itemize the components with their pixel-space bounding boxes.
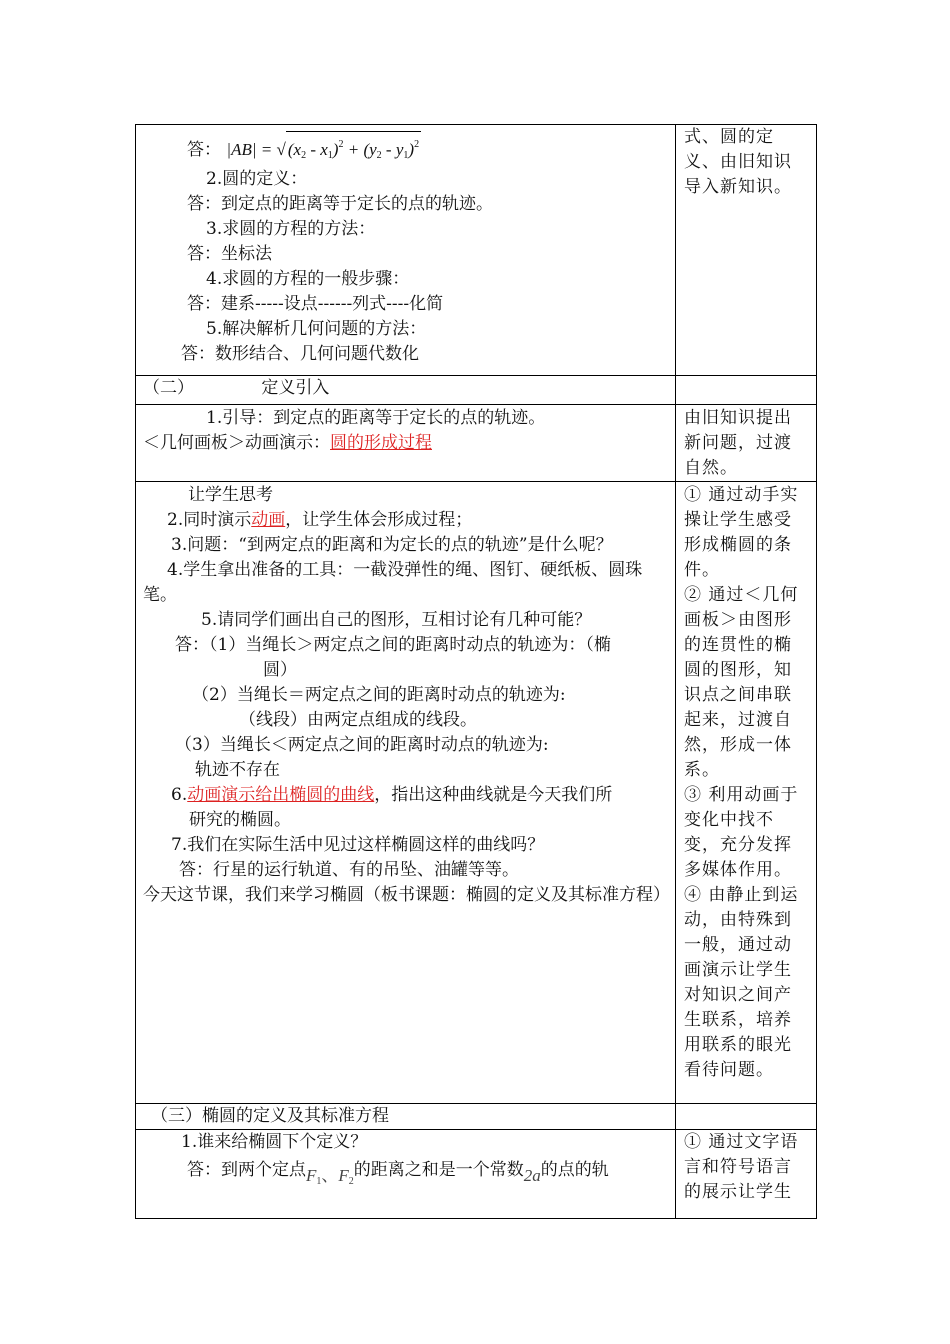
answer-2-cont: （线段）由两定点组成的线段。 — [239, 710, 477, 730]
step-2: 2.同时演示动画，让学生体会形成过程； — [167, 510, 473, 530]
note-1: ① 通过动手实操让学生感受形成椭圆的条件。 — [684, 485, 799, 580]
demo-prefix: ＜几何画板＞动画演示： — [143, 433, 330, 453]
intro-text: 1.引导：到定点的距离等于定长的点的轨迹。 — [206, 408, 546, 428]
answer-7: 答：行星的运行轨道、有的吊坠、油罐等等。 — [179, 860, 519, 880]
item-4-answer: 答：建系-----设点------列式----化简 — [187, 294, 444, 314]
answer-1-cont: 圆） — [263, 660, 297, 680]
definition-note-cell — [676, 1130, 817, 1219]
answer-1: 答：（1）当绳长＞两定点之间的距离时动点的轨迹为：（椭 — [175, 635, 611, 655]
distance-formula: |AB| = √ $(x_2 - x_1)^2 + (y_2 - y_1)^2$ — [226, 140, 421, 159]
note-3: ③ 利用动画于变化中找不变，充分发挥多媒体作用。 — [684, 785, 799, 880]
review-row — [136, 125, 817, 376]
empty-cell-2 — [676, 1104, 817, 1130]
intro-cell — [136, 405, 676, 482]
item-2-question: 2.圆的定义： — [206, 169, 308, 189]
section-2-number: （二） — [143, 378, 194, 398]
exploration-notes-cell — [676, 482, 817, 1104]
note-4: ④ 由静止到运动，由特殊到一般，通过动画演示让学生对知识之间产生联系，培养用联系的眼光看待问题。 — [684, 885, 799, 1080]
item-4-question: 4.求圆的方程的一般步骤： — [206, 269, 410, 289]
definition-row — [136, 1130, 817, 1219]
item-5-answer: 答：数形结合、几何问题代数化 — [181, 344, 419, 364]
review-note: 式、圆的定义、由旧知识导入新知识。 — [684, 127, 792, 197]
section-2-heading-row — [136, 376, 817, 405]
circle-formation-link[interactable]: 圆的形成过程 — [330, 433, 432, 453]
demo-line — [143, 431, 668, 456]
definition-answer: 答：到两个定点$F_1$、$F_2$的距离之和是一个常数2a的点的轨 — [187, 1160, 609, 1187]
item-3-question: 3.求圆的方程的方法： — [206, 219, 376, 239]
answer-3-cont: 轨迹不存在 — [195, 760, 280, 780]
item-5-question: 5.解决解析几何问题的方法： — [206, 319, 427, 339]
section-3-heading-cell — [136, 1104, 676, 1130]
empty-cell — [676, 376, 817, 405]
section-3-title: （三）椭圆的定义及其标准方程 — [151, 1106, 389, 1126]
step-6-cont: 研究的椭圆。 — [189, 810, 291, 830]
distance-formula-line — [143, 131, 668, 167]
answer-2: （2）当绳长＝两定点之间的距离时动点的轨迹为: — [192, 685, 566, 705]
section-3-heading-row — [136, 1104, 817, 1130]
exploration-row — [136, 482, 817, 1104]
step-6: 6.动画演示给出椭圆的曲线，指出这种曲线就是今天我们所 — [171, 785, 613, 805]
note-2: ② 通过＜几何画板＞由图形的连贯性的椭圆的图形，知识点之间串联起来，过渡自然，形成一体系。 — [684, 585, 799, 780]
item-3-answer: 答：坐标法 — [187, 244, 272, 264]
section-2-title: 定义引入 — [261, 378, 330, 398]
step-4: 4.学生拿出准备的工具：一截没弹性的绳、图钉、硬纸板、圆珠笔。 — [143, 560, 643, 605]
intro-note-cell — [676, 405, 817, 482]
lesson-topic: 今天这节课，我们来学习椭圆（板书课题：椭圆的定义及其标准方程） — [143, 885, 670, 905]
answer-label: 答： — [187, 140, 221, 160]
lesson-plan-table — [135, 124, 817, 1219]
step-3: 3.问题：“到两定点的距离和为定长的点的轨迹”是什么呢？ — [171, 535, 613, 555]
animation-link[interactable]: 动画 — [251, 510, 286, 530]
step-7: 7.我们在实际生活中见过这样椭圆这样的曲线吗？ — [171, 835, 545, 855]
exploration-cell — [136, 482, 676, 1104]
intro-note: 由旧知识提出新问题，过渡自然。 — [684, 408, 792, 478]
ellipse-animation-link[interactable]: 动画演示给出椭圆的曲线 — [187, 785, 375, 805]
item-2-answer: 答：到定点的距离等于定长的点的轨迹。 — [187, 194, 493, 214]
step-5: 5.请同学们画出自己的图形，互相讨论有几种可能？ — [201, 610, 592, 630]
definition-question: 1.谁来给椭圆下个定义？ — [181, 1132, 368, 1152]
definition-note: ① 通过文字语言和符号语言的展示让学生 — [684, 1132, 799, 1202]
review-note-cell — [676, 125, 817, 376]
answer-3: （3）当绳长＜两定点之间的距离时动点的轨迹为: — [175, 735, 549, 755]
review-content-cell — [136, 125, 676, 376]
think-prompt: 让学生思考 — [188, 485, 273, 505]
section-2-heading-cell — [136, 376, 676, 405]
intro-row — [136, 405, 817, 482]
definition-cell — [136, 1130, 676, 1219]
